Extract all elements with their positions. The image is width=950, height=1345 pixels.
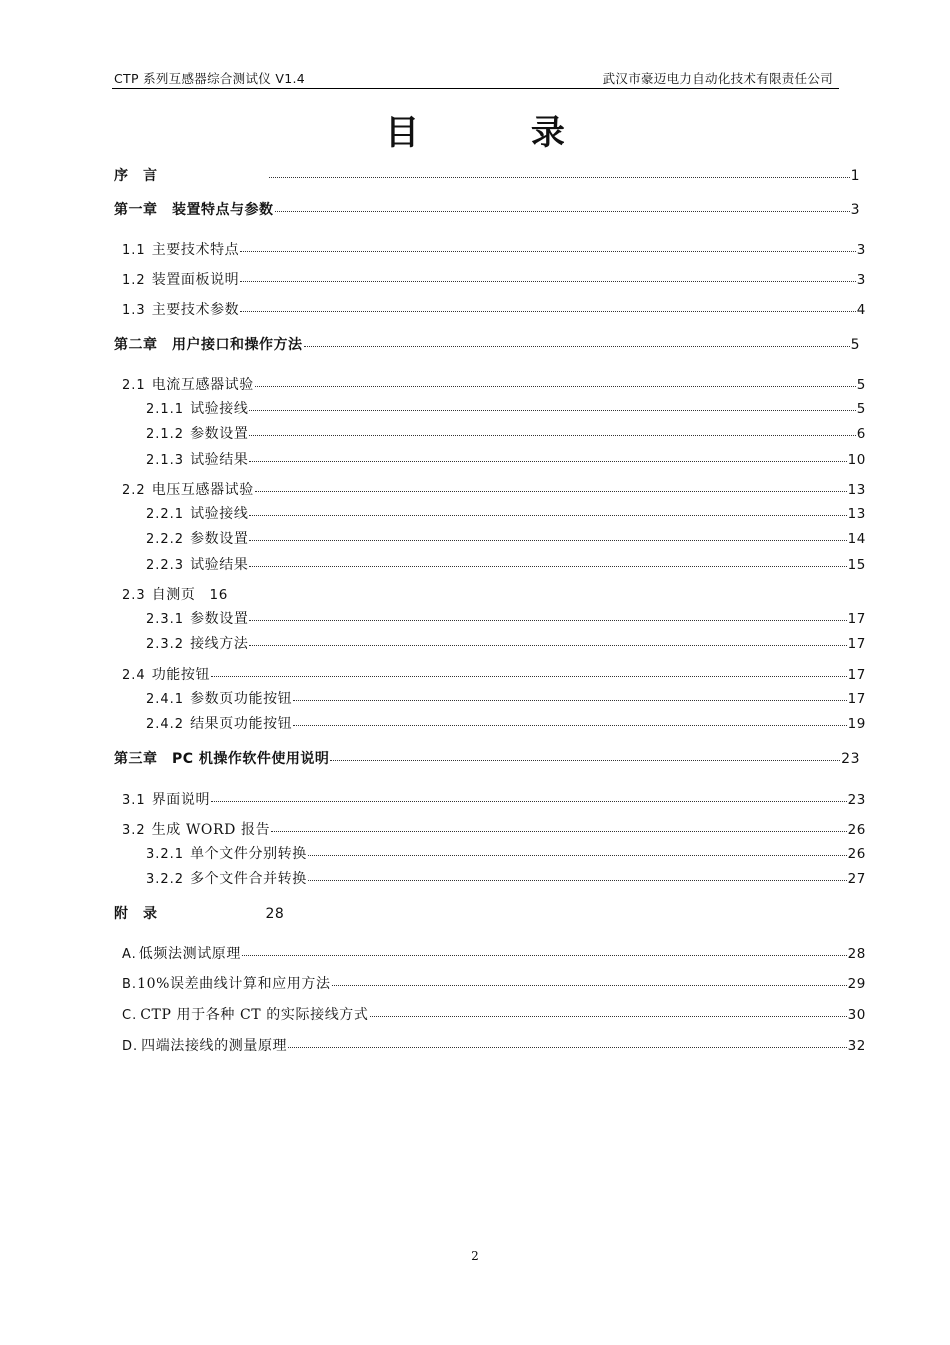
toc-label: 结果页功能按钮 bbox=[190, 716, 293, 732]
toc-entry-2-2-1[interactable] bbox=[146, 503, 866, 523]
toc-leader bbox=[249, 620, 846, 621]
toc-page: 28 bbox=[847, 946, 866, 962]
toc-label: 界面说明 bbox=[151, 792, 211, 808]
toc-label: 第一章 装置特点与参数 bbox=[114, 202, 274, 218]
toc-label: 试验接线 bbox=[190, 506, 249, 522]
toc-entry-2-2[interactable] bbox=[122, 479, 866, 499]
toc-number: 1.1 bbox=[122, 243, 146, 258]
toc-page: 26 bbox=[847, 822, 866, 838]
toc-leader bbox=[242, 955, 847, 956]
toc-label: 单个文件分别转换 bbox=[190, 846, 307, 862]
toc-page: 5 bbox=[850, 337, 860, 353]
toc-entry-2-2-3[interactable] bbox=[146, 554, 866, 574]
toc-leader bbox=[293, 725, 846, 726]
toc-label: 主要技术参数 bbox=[151, 302, 240, 318]
toc-page: 5 bbox=[856, 377, 866, 393]
toc-label: 试验接线 bbox=[190, 401, 249, 417]
toc-entry-2-1-2[interactable] bbox=[146, 423, 866, 443]
toc-page: 13 bbox=[847, 506, 866, 522]
toc-page: 23 bbox=[847, 792, 866, 808]
toc-leader bbox=[249, 410, 855, 411]
toc-number: B. bbox=[122, 977, 138, 992]
toc-leader bbox=[308, 880, 847, 881]
toc-page: 27 bbox=[847, 871, 866, 887]
toc-entry-1-2[interactable] bbox=[122, 269, 866, 289]
toc-page: 14 bbox=[847, 531, 866, 547]
toc-label: 参数页功能按钮 bbox=[190, 691, 293, 707]
toc-number: 1.2 bbox=[122, 273, 146, 288]
toc-label: 参数设置 bbox=[190, 611, 249, 627]
toc-entry-2-4[interactable] bbox=[122, 664, 866, 684]
toc-page: 3 bbox=[856, 272, 866, 288]
toc-leader bbox=[275, 211, 850, 212]
toc-leader bbox=[304, 346, 850, 347]
toc-page: 6 bbox=[856, 426, 866, 442]
toc-leader bbox=[288, 1047, 846, 1048]
toc-entry-3-2-2[interactable] bbox=[146, 868, 866, 888]
toc-entry-1-1[interactable] bbox=[122, 239, 866, 259]
toc-label: CTP 用于各种 CT 的实际接线方式 bbox=[140, 1007, 369, 1023]
toc-page: 17 bbox=[847, 611, 866, 627]
toc-label: 附 录 bbox=[114, 906, 158, 922]
toc-leader bbox=[330, 760, 840, 761]
toc-label: 生成 WORD 报告 bbox=[151, 822, 271, 838]
toc-entry-3-2[interactable] bbox=[122, 819, 866, 839]
toc-leader bbox=[255, 491, 847, 492]
toc-page: 17 bbox=[847, 667, 866, 683]
header-product-title: CTP 系列互感器综合测试仪 V1.4 bbox=[114, 71, 305, 86]
toc-number: 2.3.2 bbox=[146, 637, 185, 652]
toc-entry-appendix-b[interactable] bbox=[122, 973, 866, 993]
toc-label: 主要技术特点 bbox=[151, 242, 240, 258]
toc-number: 2.2 bbox=[122, 483, 146, 498]
toc-page: 16 bbox=[209, 587, 228, 603]
toc-label: 10%误差曲线计算和应用方法 bbox=[137, 976, 331, 992]
toc-entry-chapter-2[interactable] bbox=[114, 334, 860, 354]
page-number: 2 bbox=[471, 1249, 479, 1263]
toc-leader bbox=[249, 540, 846, 541]
page-header bbox=[112, 66, 839, 89]
toc-entry-preface[interactable] bbox=[114, 165, 860, 185]
toc-leader bbox=[249, 435, 855, 436]
toc-entry-2-1-1[interactable] bbox=[146, 398, 866, 418]
toc-page: 23 bbox=[841, 751, 860, 767]
toc-leader bbox=[249, 645, 846, 646]
toc-page: 28 bbox=[265, 906, 285, 922]
toc-entry-2-3-2[interactable] bbox=[146, 633, 866, 653]
toc-leader bbox=[240, 251, 856, 252]
toc-number: 2.1 bbox=[122, 378, 146, 393]
toc-leader bbox=[249, 566, 846, 567]
toc-page: 29 bbox=[847, 976, 866, 992]
toc-entry-appendix-a[interactable] bbox=[122, 943, 866, 963]
toc-page: 30 bbox=[847, 1007, 866, 1023]
toc-label: 试验结果 bbox=[190, 557, 249, 573]
toc-page: 32 bbox=[847, 1038, 866, 1054]
toc-label: 参数设置 bbox=[190, 531, 249, 547]
toc-label: 序 言 bbox=[114, 168, 158, 184]
toc-leader bbox=[240, 311, 856, 312]
toc-leader bbox=[269, 177, 850, 178]
toc-number: 2.1.3 bbox=[146, 453, 185, 468]
toc-label: 接线方法 bbox=[190, 636, 249, 652]
toc-label: 低频法测试原理 bbox=[138, 946, 241, 962]
toc-number: 2.3 bbox=[122, 588, 146, 603]
toc-entry-chapter-1[interactable] bbox=[114, 199, 860, 219]
toc-page: 3 bbox=[856, 242, 866, 258]
toc-number: A. bbox=[122, 947, 137, 962]
toc-entry-appendix-d[interactable] bbox=[122, 1035, 866, 1055]
toc-entry-2-2-2[interactable] bbox=[146, 528, 866, 548]
toc-entry-appendix-c[interactable] bbox=[122, 1004, 866, 1024]
header-company-name: 武汉市豪迈电力自动化技术有限责任公司 bbox=[602, 71, 833, 86]
toc-number: 2.4.1 bbox=[146, 692, 185, 707]
toc-page: 19 bbox=[847, 716, 866, 732]
toc-leader bbox=[211, 676, 847, 677]
toc-page: 1 bbox=[850, 168, 860, 184]
toc-number: 3.2 bbox=[122, 823, 146, 838]
toc-number: 2.1.1 bbox=[146, 402, 185, 417]
toc-number: 3.1 bbox=[122, 793, 146, 808]
toc-leader bbox=[249, 515, 846, 516]
page-title: 目 录 bbox=[385, 113, 615, 153]
toc-number: 1.3 bbox=[122, 303, 146, 318]
toc-page: 4 bbox=[856, 302, 866, 318]
toc-leader bbox=[240, 281, 856, 282]
toc-label: 电压互感器试验 bbox=[151, 482, 254, 498]
toc-page: 17 bbox=[847, 691, 866, 707]
toc-entry-2-1-3[interactable] bbox=[146, 449, 866, 469]
toc-number: 2.2.3 bbox=[146, 558, 185, 573]
toc-number: 2.4.2 bbox=[146, 717, 185, 732]
toc-label: 电流互感器试验 bbox=[151, 377, 254, 393]
toc-entry-2-3-1[interactable] bbox=[146, 608, 866, 628]
toc-leader bbox=[255, 386, 856, 387]
toc-number: 2.3.1 bbox=[146, 612, 185, 627]
toc-label: 试验结果 bbox=[190, 452, 249, 468]
toc-leader bbox=[293, 700, 846, 701]
toc-entry-chapter-3[interactable] bbox=[114, 748, 860, 768]
toc-leader bbox=[370, 1016, 847, 1017]
toc-entry-2-4-1[interactable] bbox=[146, 688, 866, 708]
toc-page: 5 bbox=[856, 401, 866, 417]
toc-label: 第二章 用户接口和操作方法 bbox=[114, 337, 303, 353]
toc-number: 3.2.2 bbox=[146, 872, 185, 887]
toc-leader bbox=[308, 855, 847, 856]
toc-entry-3-2-1[interactable] bbox=[146, 843, 866, 863]
toc-entry-appendix[interactable] bbox=[114, 903, 284, 923]
toc-number: 2.2.1 bbox=[146, 507, 185, 522]
toc-entry-3-1[interactable] bbox=[122, 789, 866, 809]
toc-label: 多个文件合并转换 bbox=[190, 871, 307, 887]
toc-leader bbox=[332, 985, 847, 986]
toc-leader bbox=[211, 801, 847, 802]
toc-page: 15 bbox=[847, 557, 866, 573]
toc-entry-2-1[interactable] bbox=[122, 374, 866, 394]
toc-label: 装置面板说明 bbox=[151, 272, 240, 288]
toc-label: 第三章 PC 机操作软件使用说明 bbox=[114, 751, 330, 767]
toc-label: 功能按钮 bbox=[151, 667, 211, 683]
toc-number: C. bbox=[122, 1008, 138, 1023]
toc-page: 17 bbox=[847, 636, 866, 652]
toc-entry-1-3[interactable] bbox=[122, 299, 866, 319]
toc-leader bbox=[271, 831, 846, 832]
toc-entry-2-3[interactable] bbox=[122, 584, 228, 604]
toc-number: D. bbox=[122, 1039, 139, 1054]
toc-label: 参数设置 bbox=[190, 426, 249, 442]
toc-number: 2.2.2 bbox=[146, 532, 185, 547]
toc-page: 26 bbox=[847, 846, 866, 862]
toc-page: 3 bbox=[850, 202, 860, 218]
toc-page: 10 bbox=[847, 452, 866, 468]
toc-entry-2-4-2[interactable] bbox=[146, 713, 866, 733]
toc-label: 四端法接线的测量原理 bbox=[141, 1038, 288, 1054]
toc-number: 3.2.1 bbox=[146, 847, 185, 862]
toc-label: 自测页 bbox=[151, 587, 196, 603]
toc-number: 2.4 bbox=[122, 668, 146, 683]
toc-page: 13 bbox=[847, 482, 866, 498]
toc-leader bbox=[249, 461, 846, 462]
toc-number: 2.1.2 bbox=[146, 427, 185, 442]
